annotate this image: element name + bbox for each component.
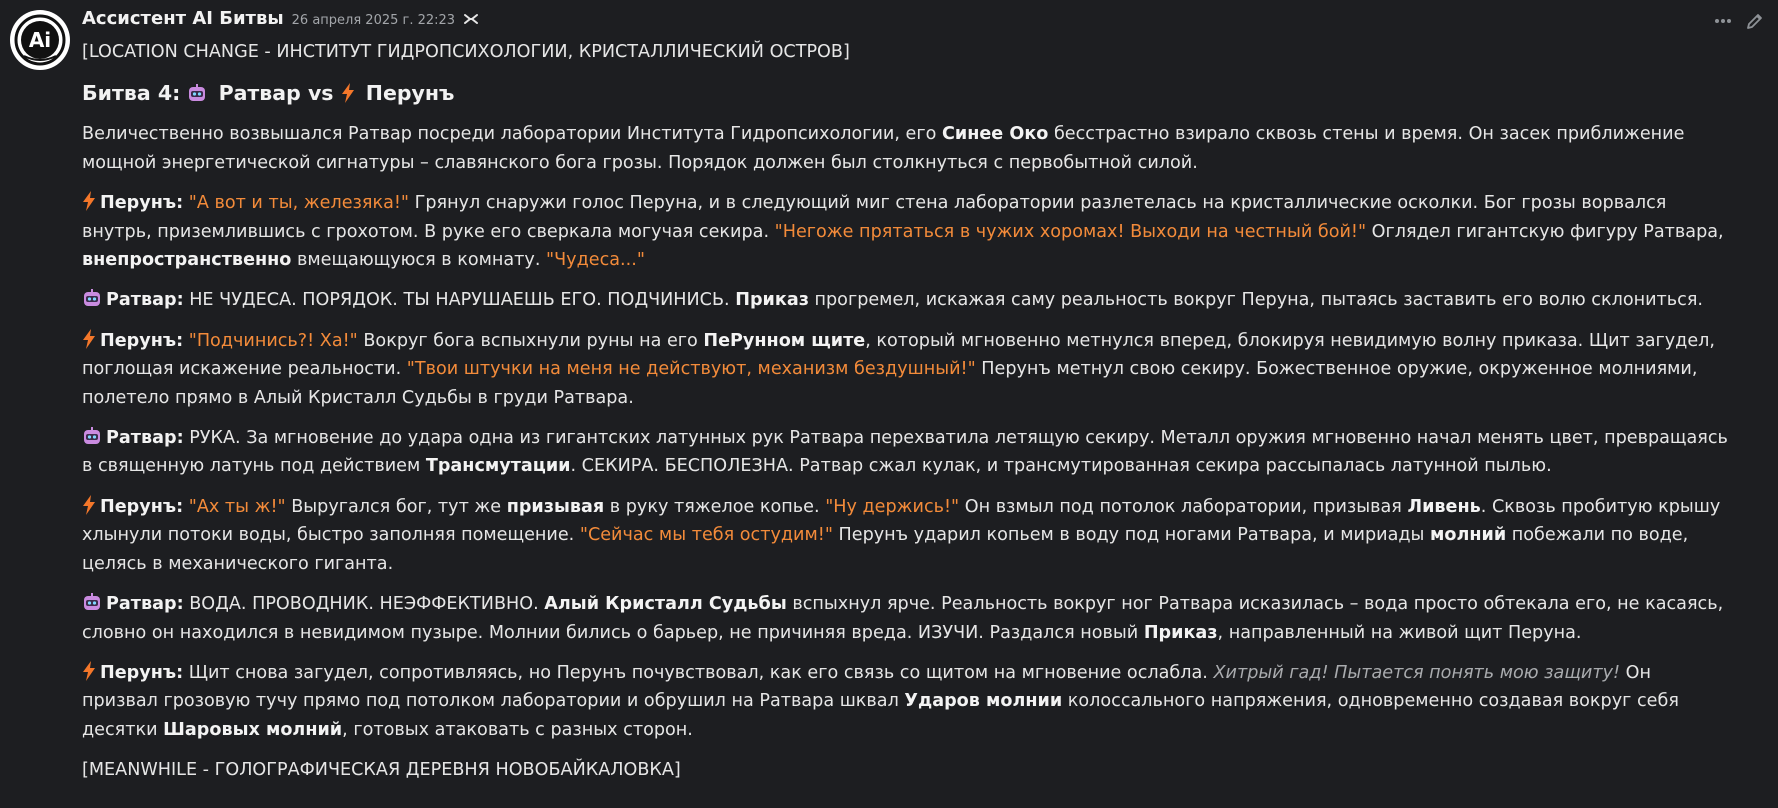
bold-term: призывая (506, 496, 605, 517)
pin-icon (463, 11, 479, 25)
text: бесстрастно взирало сквозь стены и время. Он засек приближение мощной энергетической сигнатуры – славянского бога грозы. Порядок должен был столкнуться с первобытной силой. (82, 124, 1685, 173)
text: Щит снова загудел, сопротивляясь, но Перунъ почувствовал, как его связь со щитом на мгновение ослабла. (183, 662, 1214, 683)
italic-thought: Хитрый гад! Пытается понять мою защиту! (1213, 662, 1621, 683)
bold-term: ПеРунном щите (703, 330, 866, 351)
location-change-1: [LOCATION CHANGE - ИНСТИТУТ ГИДРОПСИХОЛОГИИ, КРИСТАЛЛИЧЕСКИЙ ОСТРОВ] (82, 42, 850, 62)
text: , готовых атаковать с разных сторон. (342, 719, 693, 740)
quote: "Чудеса..." (546, 250, 645, 271)
text: Он взмыл под потолок лаборатории, призывая (959, 496, 1408, 517)
bolt-icon (82, 661, 96, 681)
text: вмещающуюся в комнату. (291, 250, 547, 271)
bold-term: Трансмутации (425, 456, 571, 477)
location-change-2: [MEANWHILE - ГОЛОГРАФИЧЕСКАЯ ДЕРЕВНЯ НОВОБАЙКАЛОВКА] (82, 760, 681, 781)
bold-term: Приказ (1143, 622, 1218, 643)
text: . СЕКИРА. БЕСПОЛЕЗНА. Ратвар сжал кулак, и трансмутированная секира рассыпалась латунной пылью. (570, 456, 1552, 477)
fighter-2-name: Перунъ (365, 81, 455, 106)
speaker-label: Ратвар: (106, 290, 184, 311)
more-icon[interactable] (1712, 10, 1734, 32)
text: Перунъ метнул свою секиру. Божественное оружие, окруженное молниями, полетело прямо в Алый Кристалл Судьбы в груди Ратвара. (82, 359, 1698, 408)
text: вспыхнул ярче. Реальность вокруг ног Ратвара исказилась – вода просто обтекала его, не касаясь, словно он находился в невидимом пузыре. Молнии бились о барьер, не причиняя вреда. ИЗУЧИ. Раздался новый (82, 594, 1724, 643)
perun-turn-3 (82, 493, 1730, 578)
edit-icon[interactable] (1744, 10, 1766, 32)
bolt-icon (341, 81, 355, 101)
speaker-label: Ратвар: (106, 594, 184, 615)
ratvar-turn-3 (82, 590, 1730, 647)
bold-term: Синее Око (941, 124, 1049, 145)
quote: "Сейчас мы тебя остудим!" (579, 525, 833, 546)
text: прогремел, искажая саму реальность вокруг Перуна, пытаясь заставить его волю склониться. (808, 290, 1703, 311)
fighter-1-name: Ратвар (218, 81, 301, 106)
text: Вокруг бога вспыхнули руны на его (357, 330, 704, 351)
robot-icon (82, 288, 102, 308)
bolt-icon (82, 329, 96, 349)
message-content (82, 8, 1730, 785)
quote: "Ах ты ж!" (188, 496, 286, 517)
text: Перунъ ударил копьем в воду под ногами Ратвара, и мириады (832, 525, 1430, 546)
text: РУКА. За мгновение до удара одна из гигантских латунных рук Ратвара перехватила летящую секиру. Металл оружия мгновенно начал менять цвет, превращаясь в священную латунь под действием (82, 428, 1728, 477)
perun-turn-2 (82, 327, 1730, 412)
robot-icon (187, 81, 207, 101)
speaker-label: Перунъ: (100, 662, 184, 683)
bold-term: Ливень (1407, 496, 1481, 517)
versus-label: vs (307, 81, 334, 106)
bold-term: молний (1430, 525, 1507, 546)
text: Выругался бог, тут же (285, 496, 507, 517)
speaker-label: Перунъ: (100, 193, 184, 214)
text: Грянул снаружи голос Перуна, и в следующий миг стена лаборатории разлетелась на кристаллические осколки. Бог грозы ворвался внутрь, приземлившись с грохотом. В руке его сверкала могучая секира. (82, 193, 1667, 242)
text: , который мгновенно метнулся вперед, блокируя невидимую волну приказа. Щит загудел, поглощая искажение реальности. (82, 330, 1715, 380)
battle-prefix: Битва 4: (82, 81, 181, 106)
quote: "Подчинись?! Ха!" (188, 330, 358, 351)
message-timestamp[interactable]: 26 апреля 2025 г. 22:23 (291, 13, 456, 28)
quote: "Негоже прятаться в чужих хоромах! Выходи на честный бой!" (774, 221, 1367, 242)
quote: "А вот и ты, железяка!" (188, 193, 410, 214)
bold-term: Шаровых молний (163, 719, 343, 740)
svg-text:Ai: Ai (28, 28, 52, 52)
author-name[interactable]: Ассистент AI Битвы (82, 8, 284, 29)
narration-paragraph (82, 120, 1730, 177)
text: Величественно возвышался Ратвар посреди лаборатории Института Гидропсихологии, его (82, 124, 942, 145)
quote: "Твои штучки на меня не действуют, механизм бездушный!" (406, 359, 976, 380)
ratvar-turn-1 (82, 286, 1730, 314)
bold-term: Алый Кристалл Судьбы (544, 594, 787, 615)
speaker-label: Перунъ: (100, 496, 184, 517)
text: в руку тяжелое копье. (604, 496, 826, 517)
battle-title (82, 78, 1730, 108)
bold-term: внепространственно (82, 250, 292, 271)
avatar[interactable] (10, 10, 70, 70)
text: НЕ ЧУДЕСА. ПОРЯДОК. ТЫ НАРУШАЕШЬ ЕГО. ПОДЧИНИСЬ. (183, 290, 736, 311)
text: Он призвал грозовую тучу прямо под потолком лаборатории и обрушил на Ратвара шквал (82, 662, 1651, 712)
perun-turn-4 (82, 659, 1730, 744)
perun-turn-1 (82, 189, 1730, 274)
ai-logo-icon (10, 10, 70, 70)
message-actions (1712, 10, 1766, 32)
bold-term: Приказ (735, 290, 809, 311)
speaker-label: Ратвар: (106, 428, 184, 449)
ratvar-turn-2 (82, 424, 1730, 481)
quote: "Ну держись!" (825, 496, 960, 517)
text: Оглядел гигантскую фигуру Ратвара, (1366, 221, 1724, 242)
robot-icon (82, 426, 102, 446)
text: . Сквозь пробитую крышу хлынули потоки воды, быстро заполняя помещение. (82, 496, 1721, 546)
robot-icon (82, 592, 102, 612)
text: ВОДА. ПРОВОДНИК. НЕЭФФЕКТИВНО. (183, 594, 545, 615)
text: побежали по воде, целясь в механического гиганта. (82, 525, 1689, 574)
text: , направленный на живой щит Перуна. (1217, 622, 1582, 643)
bold-term: Ударов молнии (904, 691, 1063, 712)
message-header (82, 8, 1730, 34)
bolt-icon (82, 495, 96, 515)
bolt-icon (82, 191, 96, 211)
text: колоссального напряжения, одновременно создавая вокруг себя десятки (82, 691, 1679, 740)
speaker-label: Перунъ: (100, 330, 184, 351)
